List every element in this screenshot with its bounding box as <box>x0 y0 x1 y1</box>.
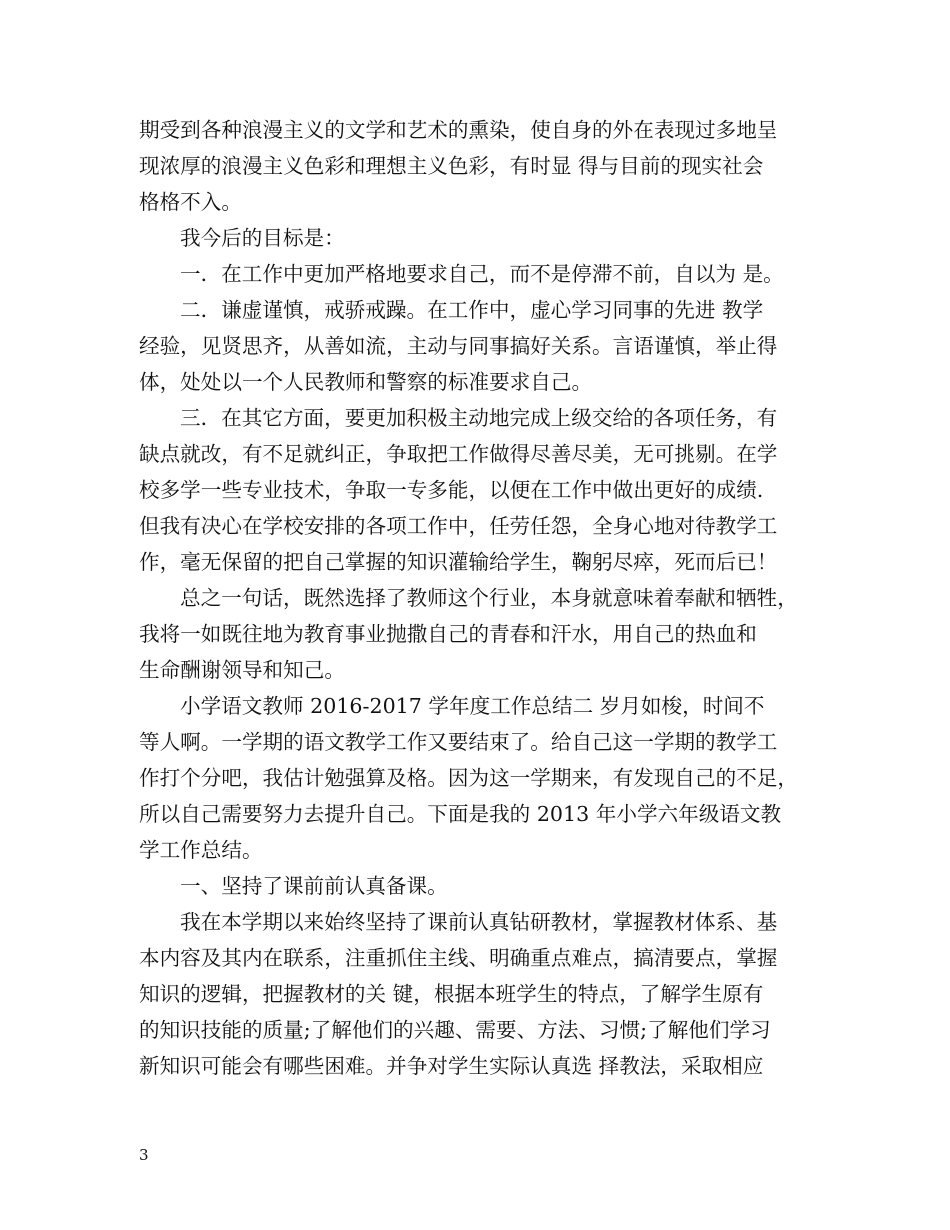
page-number: 3 <box>139 1146 149 1164</box>
text-line: 学工作总结。 <box>139 838 263 862</box>
text-line: 一．在工作中更加严格地要求自己，而不是停滞不前，自以为 是。 <box>180 262 784 286</box>
text-line: 二．谦虚谨慎，戒骄戒躁。在工作中，虚心学习同事的先进 教学 <box>180 298 764 322</box>
text-line: 新知识可能会有哪些困难。并争对学生实际认真选 择教法，采取相应 <box>139 1054 764 1078</box>
text-line: 校多学一些专业技术，争取一专多能，以便在工作中做出更好的成绩. <box>139 478 764 502</box>
text-line: 体，处处以一个人民教师和警察的标准要求自己。 <box>139 370 593 394</box>
text-line: 我在本学期以来始终坚持了课前认真钻研教材，掌握教材体系、基 <box>180 910 778 934</box>
text-line: 的知识技能的质量;了解他们的兴趣、需要、方法、习惯;了解他们学习 <box>139 1018 771 1042</box>
text-line: 三．在其它方面，要更加积极主动地完成上级交给的各项任务，有 <box>180 406 778 430</box>
text-line: 格格不入。 <box>139 190 242 214</box>
text-line: 总之一句话，既然选择了教师这个行业，本身就意味着奉献和牺牲， <box>180 586 798 610</box>
text-line: 本内容及其内在联系，注重抓住主线、明确重点难点，搞清要点，掌握 <box>139 946 778 970</box>
text-line: 生命酬谢领导和知己。 <box>139 658 345 682</box>
text-line: 我将一如既往地为教育事业抛撒自己的青春和汗水，用自己的热血和 <box>139 622 757 646</box>
text-line: 作，毫无保留的把自己掌握的知识灌输给学生，鞠躬尽瘁，死而后已！ <box>139 550 778 574</box>
text-line: 期受到各种浪漫主义的文学和艺术的熏染，使自身的外在表现过多地呈 <box>139 118 778 142</box>
text-line: 现浓厚的浪漫主义色彩和理想主义色彩，有时显 得与目前的现实社会 <box>139 154 764 178</box>
text-line: 经验，见贤思齐，从善如流，主动与同事搞好关系。言语谨慎，举止得 <box>139 334 778 358</box>
text-line: 一、坚持了课前前认真备课。 <box>180 874 448 898</box>
text-line: 小学语文教师 2016-2017 学年度工作总结二 岁月如梭，时间不 <box>180 694 765 718</box>
text-line: 知识的逻辑，把握教材的关 键，根据本班学生的特点，了解学生原有 <box>139 982 764 1006</box>
text-line: 等人啊。一学期的语文教学工作又要结束了。给自己这一学期的教学工 <box>139 730 778 754</box>
document-body <box>139 112 819 1084</box>
text-line: 缺点就改，有不足就纠正，争取把工作做得尽善尽美，无可挑剔。在学 <box>139 442 778 466</box>
text-line: 但我有决心在学校安排的各项工作中，任劳任怨，全身心地对待教学工 <box>139 514 778 538</box>
text-line: 所以自己需要努力去提升自己。下面是我的 2013 年小学六年级语文教 <box>139 802 782 826</box>
text-line: 作打个分吧，我估计勉强算及格。因为这一学期来，有发现自己的不足， <box>139 766 798 790</box>
text-line: 我今后的目标是： <box>180 226 345 250</box>
